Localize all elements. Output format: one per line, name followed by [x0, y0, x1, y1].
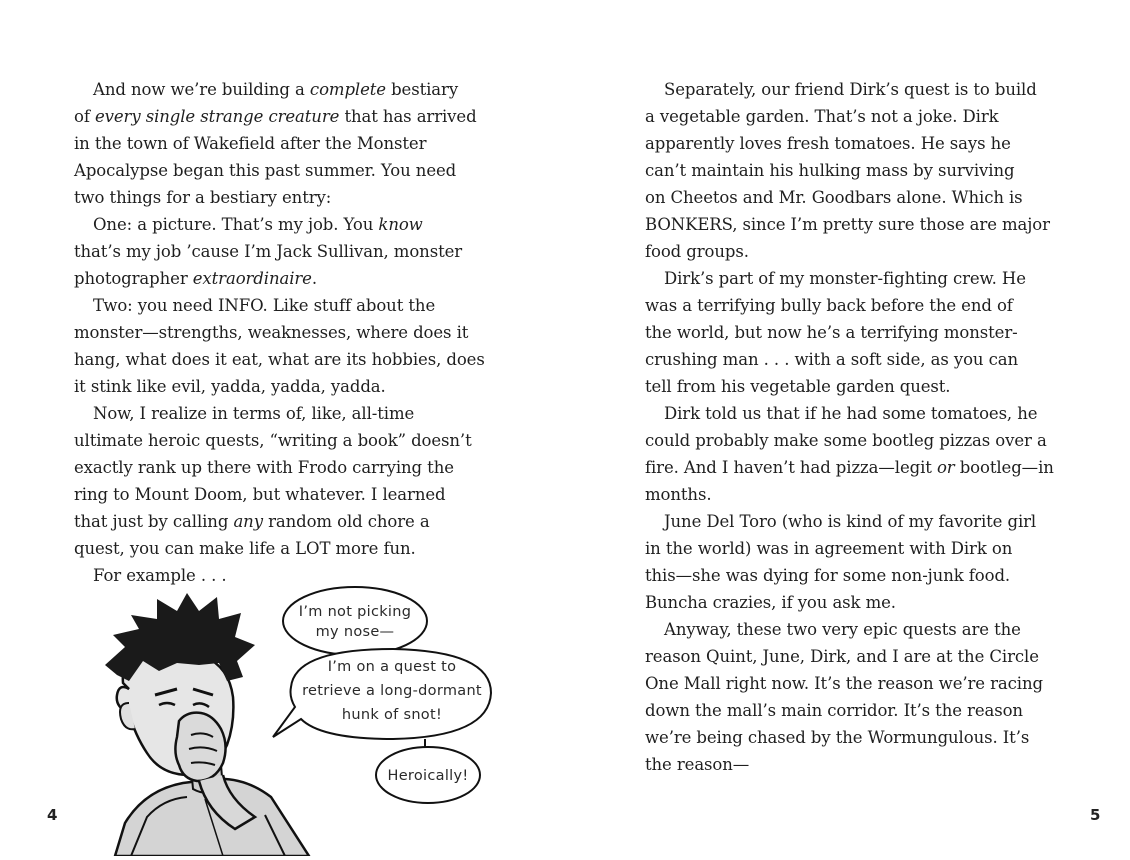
text-run: a vegetable garden. That’s not a joke. Dirk — [645, 107, 999, 126]
text-run: could probably make some bootleg pizzas over a — [645, 431, 1047, 450]
page-number-left: 4 — [47, 806, 58, 824]
text-line — [645, 292, 1065, 319]
text-run: Anyway, these two very epic quests are the — [664, 620, 1021, 639]
text-run: two things for a bestiary entry: — [74, 188, 332, 207]
text-line — [645, 346, 1065, 373]
text-line — [645, 211, 1065, 238]
text-run: crushing man . . . with a soft side, as you can — [645, 350, 1018, 369]
text-run: One: a picture. That’s my job. You — [93, 215, 379, 234]
text-run: bestiary — [385, 80, 459, 99]
text-run: months. — [645, 485, 712, 504]
text-run: the world, but now he’s a terrifying monster- — [645, 323, 1018, 342]
text-line — [645, 103, 1065, 130]
text-line — [74, 319, 494, 346]
page-number-right: 5 — [1090, 806, 1101, 824]
text-run: can’t maintain his hulking mass by surviving — [645, 161, 1015, 180]
text-line — [74, 157, 494, 184]
text-line — [645, 265, 1065, 292]
text-line — [645, 184, 1065, 211]
italic-text-run: any — [233, 512, 263, 531]
text-run: this—she was dying for some non-junk food. — [645, 566, 1011, 585]
text-line — [645, 373, 1065, 400]
text-line — [645, 400, 1065, 427]
bubble2-line3: hunk of snot! — [341, 707, 443, 723]
bubble3-line1: Heroically! — [387, 768, 469, 784]
text-line — [645, 427, 1065, 454]
text-line — [74, 265, 494, 292]
text-run: . — [311, 269, 318, 288]
text-run: of — [74, 107, 95, 126]
text-run: quest, you can make life a LOT more fun. — [74, 539, 416, 558]
text-line — [74, 103, 494, 130]
text-run: apparently loves fresh tomatoes. He says he — [645, 134, 1011, 153]
text-line — [645, 562, 1065, 589]
text-run: Apocalypse began this past summer. You need — [74, 161, 457, 180]
text-run: we’re being chased by the Wormungulous. It’s — [645, 728, 1030, 747]
text-line — [74, 373, 494, 400]
text-run: hang, what does it eat, what are its hobbies, does — [74, 350, 485, 369]
text-run: One Mall right now. It’s the reason we’re racing — [645, 674, 1043, 693]
italic-text-run: extraordinaire — [192, 269, 312, 288]
text-run: on Cheetos and Mr. Goodbars alone. Which is — [645, 188, 1023, 207]
text-line — [645, 670, 1065, 697]
text-line — [645, 319, 1065, 346]
text-run: tell from his vegetable garden quest. — [645, 377, 951, 396]
text-line — [74, 508, 494, 535]
text-line — [645, 724, 1065, 751]
text-line — [645, 130, 1065, 157]
text-run: monster—strengths, weaknesses, where does it — [74, 323, 469, 342]
right-page — [565, 0, 1130, 856]
text-line — [645, 76, 1065, 103]
bubble2-line1: I’m on a quest to — [327, 659, 457, 675]
text-line — [74, 400, 494, 427]
text-line — [645, 643, 1065, 670]
text-line — [74, 292, 494, 319]
italic-text-run: complete — [309, 80, 386, 99]
text-line — [74, 535, 494, 562]
bubble1-line1: I’m not picking — [298, 604, 412, 620]
text-run: ultimate heroic quests, “writing a book” doesn’t — [74, 431, 472, 450]
text-line — [645, 535, 1065, 562]
text-line — [74, 211, 494, 238]
text-line — [645, 238, 1065, 265]
text-line — [645, 157, 1065, 184]
text-run: And now we’re building a — [93, 80, 310, 99]
text-run: ring to Mount Doom, but whatever. I learned — [74, 485, 446, 504]
text-line — [645, 616, 1065, 643]
text-run: the reason— — [645, 755, 750, 774]
text-run: Two: you need INFO. Like stuff about the — [93, 296, 436, 315]
text-run: reason Quint, June, Dirk, and I are at the Circle — [645, 647, 1039, 666]
text-line — [645, 508, 1065, 535]
right-page-body — [645, 76, 1065, 778]
jack-drawing — [95, 585, 495, 856]
text-run: bootleg—in — [954, 458, 1054, 477]
text-run: fire. And I haven’t had pizza—legit — [645, 458, 937, 477]
text-run: food groups. — [645, 242, 749, 261]
text-run: random old chore a — [262, 512, 430, 531]
text-line — [74, 130, 494, 157]
text-line — [74, 184, 494, 211]
text-run: that’s my job ’cause I’m Jack Sullivan, monster — [74, 242, 463, 261]
text-line — [74, 481, 494, 508]
text-line — [645, 589, 1065, 616]
text-run: in the world) was in agreement with Dirk on — [645, 539, 1013, 558]
text-line — [74, 427, 494, 454]
left-page — [0, 0, 565, 856]
left-page-body — [74, 76, 494, 589]
text-line — [645, 697, 1065, 724]
text-line — [74, 454, 494, 481]
italic-text-run: know — [378, 215, 423, 234]
text-run: Dirk’s part of my monster-fighting crew. He — [664, 269, 1026, 288]
text-run: June Del Toro (who is kind of my favorite girl — [664, 512, 1037, 531]
text-run: Separately, our friend Dirk’s quest is to build — [664, 80, 1037, 99]
text-line — [74, 76, 494, 103]
italic-text-run: every single strange creature — [95, 107, 340, 126]
text-run: it stink like evil, yadda, yadda, yadda. — [74, 377, 386, 396]
bubble1-line2: my nose— — [315, 624, 395, 640]
text-run: photographer — [74, 269, 193, 288]
text-line — [645, 751, 1065, 778]
text-run: BONKERS, since I’m pretty sure those are major — [645, 215, 1050, 234]
text-line — [74, 238, 494, 265]
jack-illustration — [95, 585, 495, 856]
text-run: was a terrifying bully back before the end of — [645, 296, 1013, 315]
text-run: that just by calling — [74, 512, 234, 531]
text-run: Dirk told us that if he had some tomatoes, he — [664, 404, 1038, 423]
text-run: in the town of Wakefield after the Monster — [74, 134, 427, 153]
bubble2-line2: retrieve a long-dormant — [302, 683, 482, 699]
text-run: For example . . . — [93, 566, 227, 585]
text-run: Buncha crazies, if you ask me. — [645, 593, 896, 612]
text-run: Now, I realize in terms of, like, all-time — [93, 404, 415, 423]
text-line — [74, 346, 494, 373]
italic-text-run: or — [936, 458, 955, 477]
text-line — [645, 454, 1065, 481]
text-run: down the mall’s main corridor. It’s the reason — [645, 701, 1023, 720]
text-run: that has arrived — [339, 107, 477, 126]
text-run: exactly rank up there with Frodo carrying the — [74, 458, 454, 477]
text-line — [645, 481, 1065, 508]
